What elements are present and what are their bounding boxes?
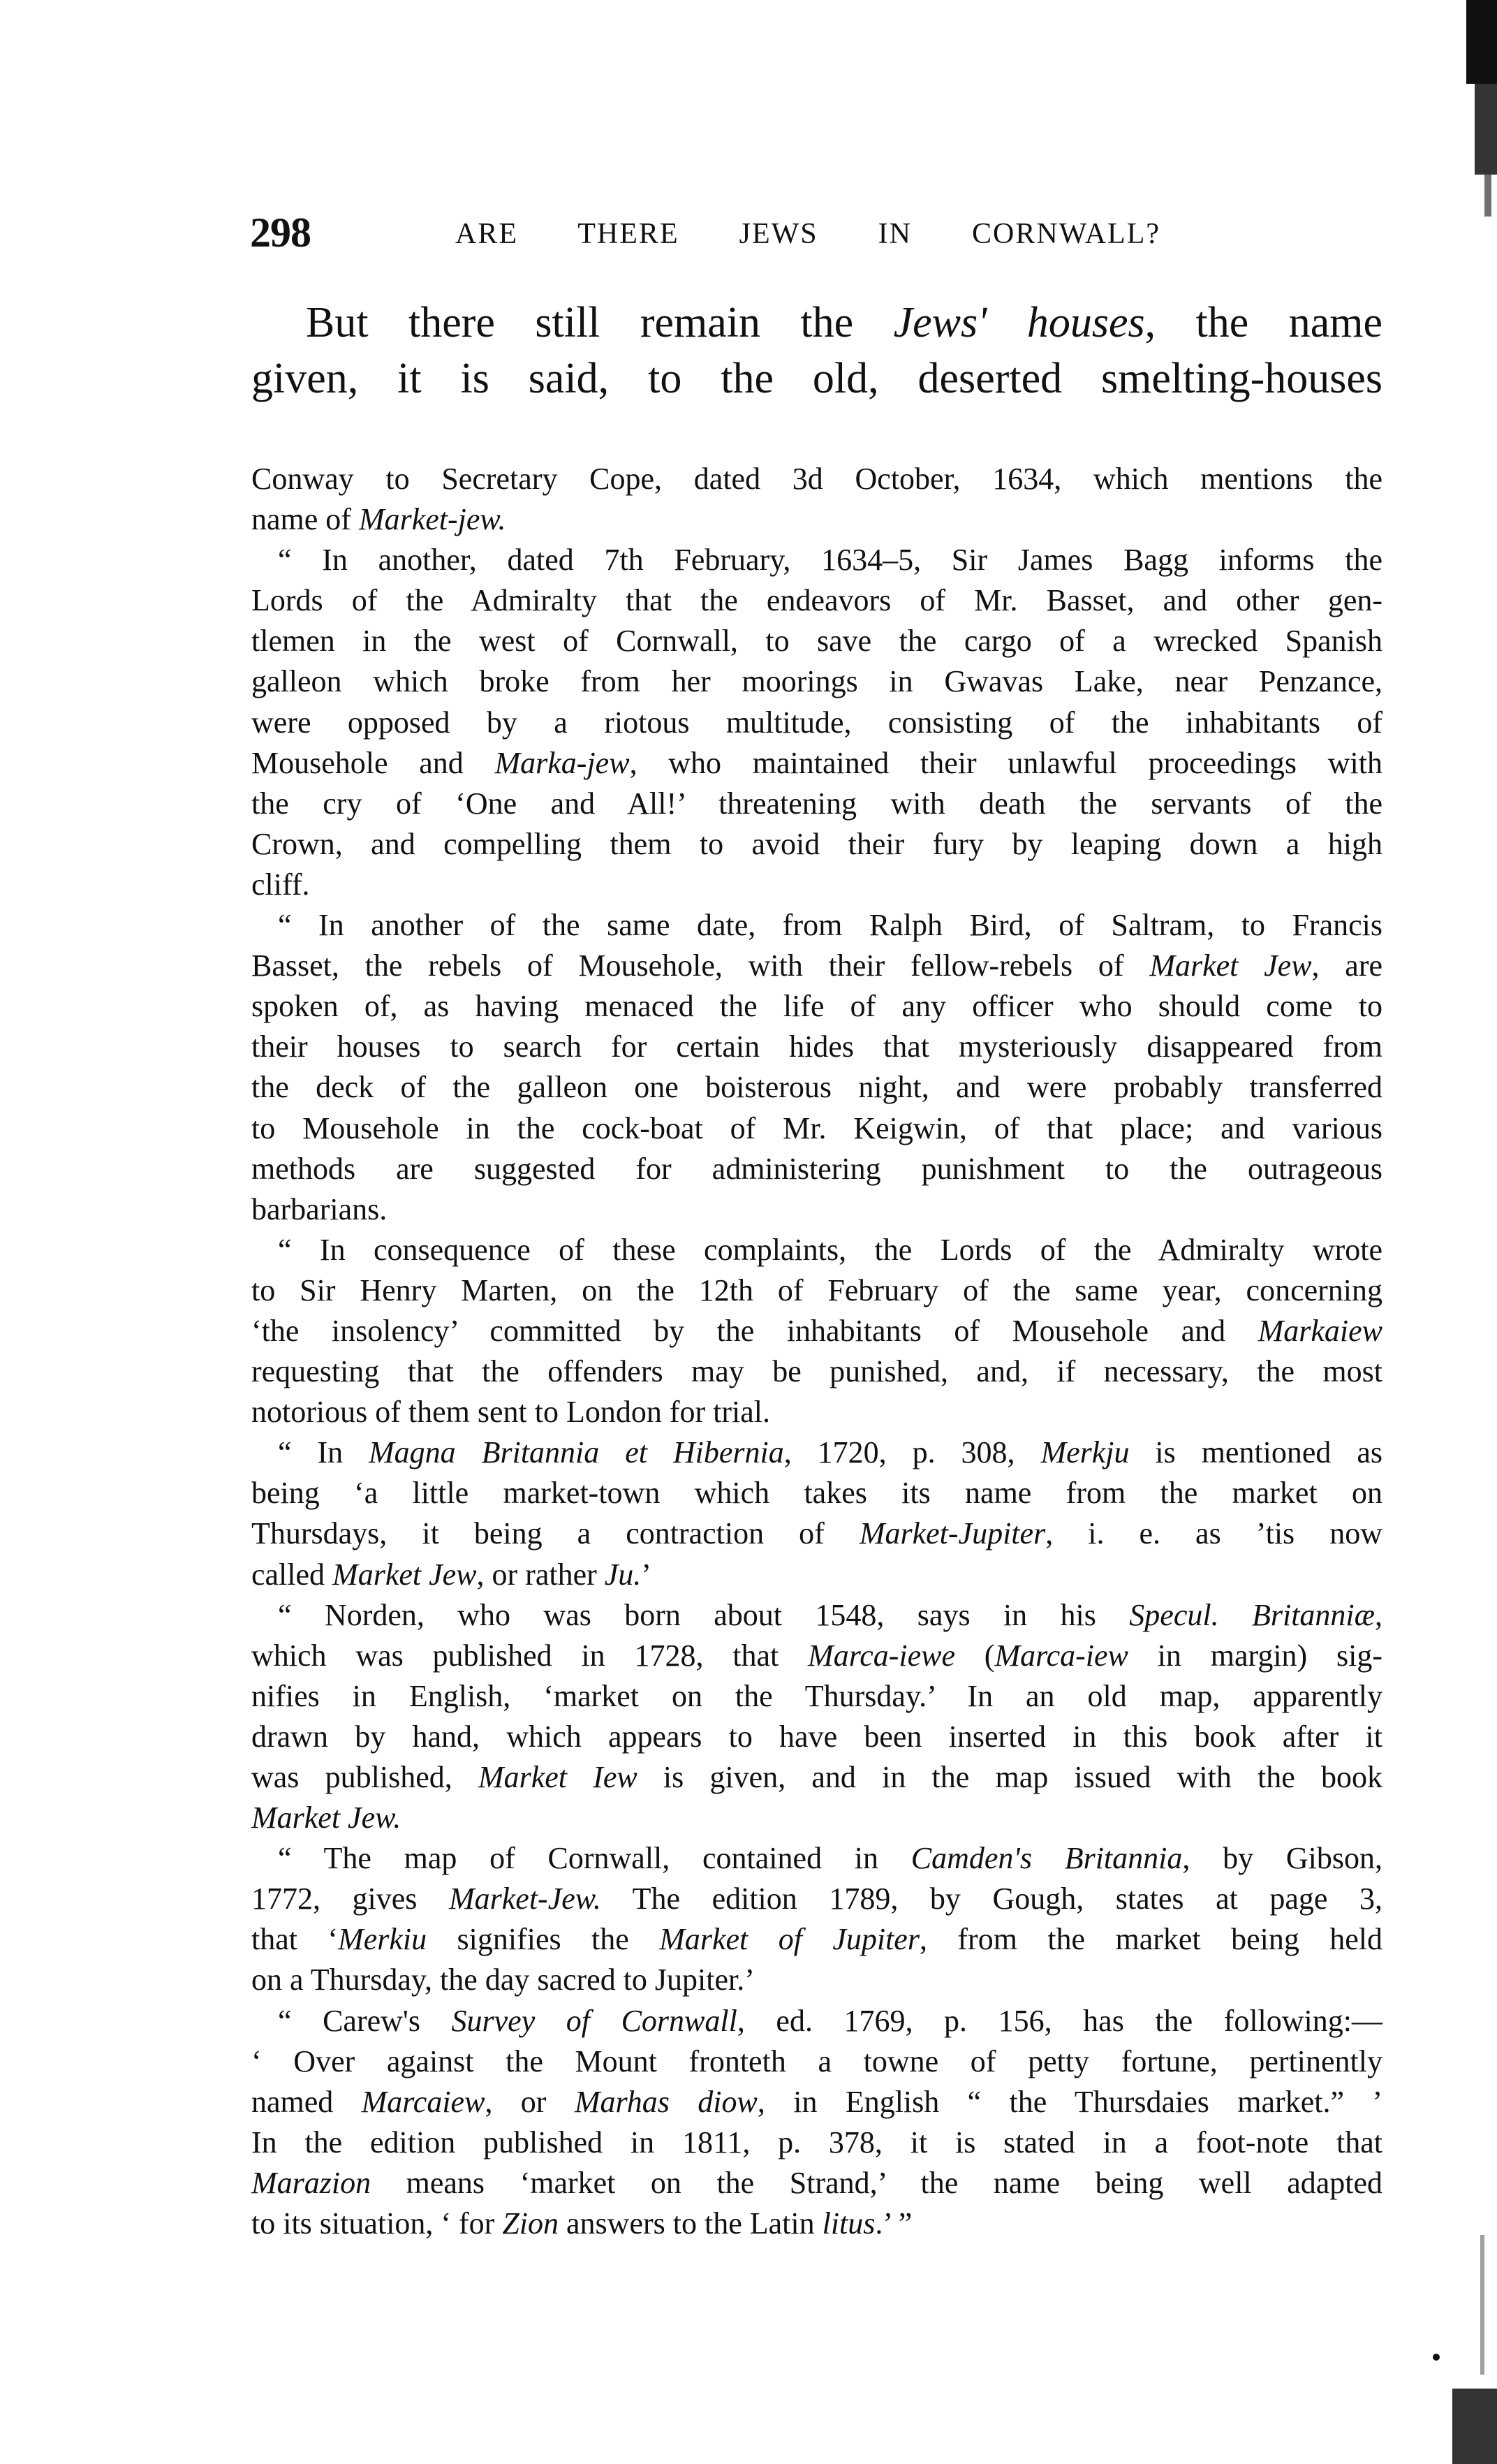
text-line <box>251 1351 1382 1392</box>
text-segment: ‘ Over against the Mount fronteth a towne of petty fortune, pertinently <box>251 2044 1382 2078</box>
scan-edge-mark <box>1452 2389 1497 2464</box>
italic-segment: Markaiew <box>1258 1313 1382 1348</box>
italic-segment: Magna Britannia et Hibernia <box>369 1435 784 1470</box>
text-line <box>251 1555 1382 1595</box>
italic-segment: Survey of Cornwall <box>451 2003 737 2038</box>
text-segment: given, it is said, to the old, deserted smelting-houses <box>251 355 1382 402</box>
text-line <box>251 459 1382 499</box>
text-segment: Mousehole and <box>251 745 495 780</box>
text-line <box>251 1513 1382 1554</box>
text-line <box>251 1230 1382 1270</box>
text-segment: 1772, gives <box>251 1882 449 1916</box>
text-segment: drawn by hand, which appears to have been inserted in this book after it <box>251 1719 1382 1754</box>
text-line <box>251 1432 1382 1473</box>
scan-edge-mark <box>1433 2354 1440 2361</box>
text-segment: , from the market being held <box>919 1922 1382 1957</box>
text-line <box>251 703 1382 743</box>
text-line <box>251 824 1382 865</box>
text-segment: which was published in 1728, that <box>251 1638 809 1673</box>
scan-edge-mark <box>1484 175 1491 217</box>
text-segment: “ In another of the same date, from Ralph Bird, of Saltram, to Francis <box>278 908 1382 943</box>
text-segment: , by Gibson, <box>1182 1841 1383 1876</box>
text-segment: , the name <box>1144 299 1382 346</box>
text-line <box>251 905 1382 946</box>
body-text <box>251 459 1382 2244</box>
text-segment: on a Thursday, the day sacred to Jupiter.’ <box>251 1963 755 1997</box>
text-line <box>251 1798 1382 1838</box>
text-segment: , ed. 1769, p. 156, has the following:— <box>737 2003 1383 2038</box>
text-line <box>251 1473 1382 1513</box>
text-line <box>251 1919 1382 1960</box>
text-segment: ’ <box>641 1557 651 1592</box>
text-segment: to Mousehole in the cock-boat of Mr. Keigwin, of that place; and various <box>251 1110 1382 1145</box>
text-segment: ‘the insolency’ committed by the inhabitants of Mousehole and <box>251 1313 1258 1348</box>
text-segment: Thursdays, it being a contraction of <box>251 1516 860 1551</box>
text-segment: Basset, the rebels of Mousehole, with their fellow-rebels of <box>251 948 1150 983</box>
text-line <box>251 743 1382 784</box>
text-segment: The edition 1789, by Gough, states at page 3, <box>600 1882 1383 1916</box>
italic-segment: Market of Jupiter <box>659 1922 920 1957</box>
text-line <box>251 2082 1382 2122</box>
text-segment: ( <box>955 1638 995 1673</box>
text-segment: , or <box>485 2084 575 2119</box>
scan-edge-mark <box>1466 0 1497 84</box>
paragraph <box>251 2001 1382 2245</box>
text-segment: Lords of the Admiralty that the endeavors of Mr. Basset, and other gen- <box>251 583 1382 618</box>
text-segment: Crown, and compelling them to avoid their fury by leaping down a high <box>251 826 1382 861</box>
text-line <box>251 1270 1382 1311</box>
text-line <box>251 1838 1382 1879</box>
italic-segment: Marca-iew <box>994 1638 1128 1673</box>
text-segment: called <box>251 1557 333 1592</box>
text-segment: , <box>1375 1597 1382 1632</box>
text-segment: But there still remain the <box>306 299 894 346</box>
paragraph <box>251 1230 1382 1432</box>
text-segment: answers to the Latin <box>559 2206 823 2241</box>
scan-edge-mark <box>1475 84 1497 175</box>
italic-segment: Market Jew <box>1149 948 1312 983</box>
text-segment: the cry of ‘One and All!’ threatening with death the servants of the <box>251 786 1382 821</box>
paragraph <box>251 459 1382 540</box>
italic-segment: litus <box>822 2206 876 2241</box>
text-segment: is mentioned as <box>1129 1435 1382 1470</box>
italic-segment: Merkju <box>1040 1435 1130 1470</box>
text-segment: “ The map of Cornwall, contained in <box>278 1841 911 1876</box>
text-segment: cliff. <box>251 867 310 902</box>
italic-segment: Marka-jew <box>494 745 630 780</box>
running-title: ARE THERE JEWS IN CORNWALL? <box>455 218 1160 250</box>
text-line <box>251 2203 1382 2244</box>
text-segment: .’ ” <box>875 2206 913 2241</box>
text-line <box>251 946 1382 986</box>
text-segment: tlemen in the west of Cornwall, to save the cargo of a wrecked Spanish <box>251 624 1382 659</box>
text-segment: “ In another, dated 7th February, 1634–5, Sir James Bagg informs the <box>278 543 1382 578</box>
text-line <box>251 299 1382 358</box>
text-line <box>251 2041 1382 2082</box>
text-line <box>251 1676 1382 1717</box>
text-segment: requesting that the offenders may be punished, and, if necessary, the most <box>251 1354 1382 1389</box>
text-segment: , are <box>1311 948 1383 983</box>
italic-segment: Marca-iewe <box>808 1638 956 1673</box>
text-line <box>251 1595 1382 1636</box>
text-segment: , who maintained their unlawful proceedings with <box>629 745 1382 780</box>
text-segment: “ In <box>278 1435 369 1470</box>
italic-segment: Market-Jew. <box>449 1882 601 1916</box>
text-line <box>251 1636 1382 1676</box>
text-segment: “ Carew's <box>278 2003 452 2038</box>
text-line <box>251 661 1382 702</box>
italic-segment: Marhas diow <box>574 2084 758 2119</box>
text-line <box>251 1189 1382 1230</box>
text-line <box>251 784 1382 824</box>
text-segment: “ Norden, who was born about 1548, says in his <box>278 1597 1130 1632</box>
text-line <box>251 1027 1382 1067</box>
text-line <box>251 2163 1382 2203</box>
italic-segment: Zion <box>502 2206 559 2241</box>
text-line <box>251 540 1382 580</box>
scan-edge-mark <box>1480 2235 1484 2375</box>
italic-segment: Marazion <box>251 2165 371 2200</box>
text-line <box>251 1149 1382 1189</box>
text-segment: was published, <box>251 1760 478 1794</box>
text-line <box>251 865 1382 905</box>
text-segment: , in English “ the Thursdaies market.” ’ <box>757 2084 1382 2119</box>
text-segment: the deck of the galleon one boisterous night, and were probably transferred <box>251 1070 1382 1105</box>
text-segment: , i. e. as ’tis now <box>1045 1516 1382 1551</box>
text-line <box>251 986 1382 1027</box>
text-segment: means ‘market on the Strand,’ the name being well adapted <box>371 2165 1382 2200</box>
text-segment: methods are suggested for administering punishment to the outrageous <box>251 1151 1382 1186</box>
italic-segment: Market Jew. <box>251 1801 401 1835</box>
text-line <box>251 2122 1382 2163</box>
paragraph <box>251 905 1382 1230</box>
italic-segment: Market-Jupiter <box>859 1516 1046 1551</box>
text-line <box>251 1392 1382 1432</box>
italic-segment: Jews' houses <box>893 299 1145 346</box>
text-segment: spoken of, as having menaced the life of any officer who should come to <box>251 989 1382 1024</box>
text-segment: in margin) sig- <box>1128 1638 1383 1673</box>
text-segment: their houses to search for certain hides that mysteriously disappeared from <box>251 1029 1382 1064</box>
text-segment: , 1720, p. 308, <box>783 1435 1041 1470</box>
text-segment: “ In consequence of these complaints, the Lords of the Admiralty wrote <box>278 1232 1382 1267</box>
paragraph <box>251 1595 1382 1839</box>
text-line <box>251 1757 1382 1798</box>
text-segment: , or rather <box>476 1557 605 1592</box>
text-segment: to its situation, ‘ for <box>251 2206 503 2241</box>
text-segment: were opposed by a riotous multitude, consisting of the inhabitants of <box>251 705 1382 740</box>
text-segment: galleon which broke from her moorings in Gwavas Lake, near Penzance, <box>251 664 1382 699</box>
italic-segment: Specul. Britanniæ <box>1129 1597 1375 1632</box>
italic-segment: Ju. <box>604 1557 642 1592</box>
italic-segment: Camden's Britannia <box>910 1841 1183 1876</box>
text-line <box>251 1717 1382 1757</box>
text-line <box>251 580 1382 621</box>
text-segment: In the edition published in 1811, p. 378, it is stated in a foot-note that <box>251 2125 1382 2159</box>
italic-segment: Market Iew <box>478 1760 637 1794</box>
text-segment: barbarians. <box>251 1191 388 1226</box>
text-line <box>251 355 1382 414</box>
text-line <box>251 1067 1382 1108</box>
text-line <box>251 1879 1382 1919</box>
text-segment: notorious of them sent to London for trial. <box>251 1395 770 1430</box>
text-segment: being ‘a little market-town which takes its name from the market on <box>251 1476 1382 1511</box>
italic-segment: Market Jew <box>332 1557 477 1592</box>
text-segment: signifies the <box>427 1922 660 1957</box>
text-segment: name of <box>251 502 359 537</box>
text-line <box>251 2001 1382 2041</box>
paragraph <box>251 1838 1382 2000</box>
large-text-block <box>251 299 1382 414</box>
text-segment: nifies in English, ‘market on the Thursday.’ In an old map, apparently <box>251 1678 1382 1713</box>
text-line <box>251 1108 1382 1149</box>
text-segment: Conway to Secretary Cope, dated 3d October, 1634, which mentions the <box>251 462 1382 496</box>
text-line <box>251 499 1382 540</box>
page-number: 298 <box>250 210 311 256</box>
text-line <box>251 1960 1382 2000</box>
italic-segment: Market-jew. <box>358 502 506 537</box>
italic-segment: Merkiu <box>338 1922 427 1957</box>
text-segment: is given, and in the map issued with the book <box>637 1760 1383 1794</box>
text-segment: named <box>251 2084 362 2119</box>
paragraph <box>251 1432 1382 1594</box>
text-line <box>251 1311 1382 1351</box>
text-line <box>251 621 1382 661</box>
text-segment: that ‘ <box>251 1922 339 1957</box>
paragraph <box>251 540 1382 905</box>
italic-segment: Marcaiew <box>361 2084 485 2119</box>
text-segment: to Sir Henry Marten, on the 12th of February of the same year, concerning <box>251 1273 1382 1307</box>
